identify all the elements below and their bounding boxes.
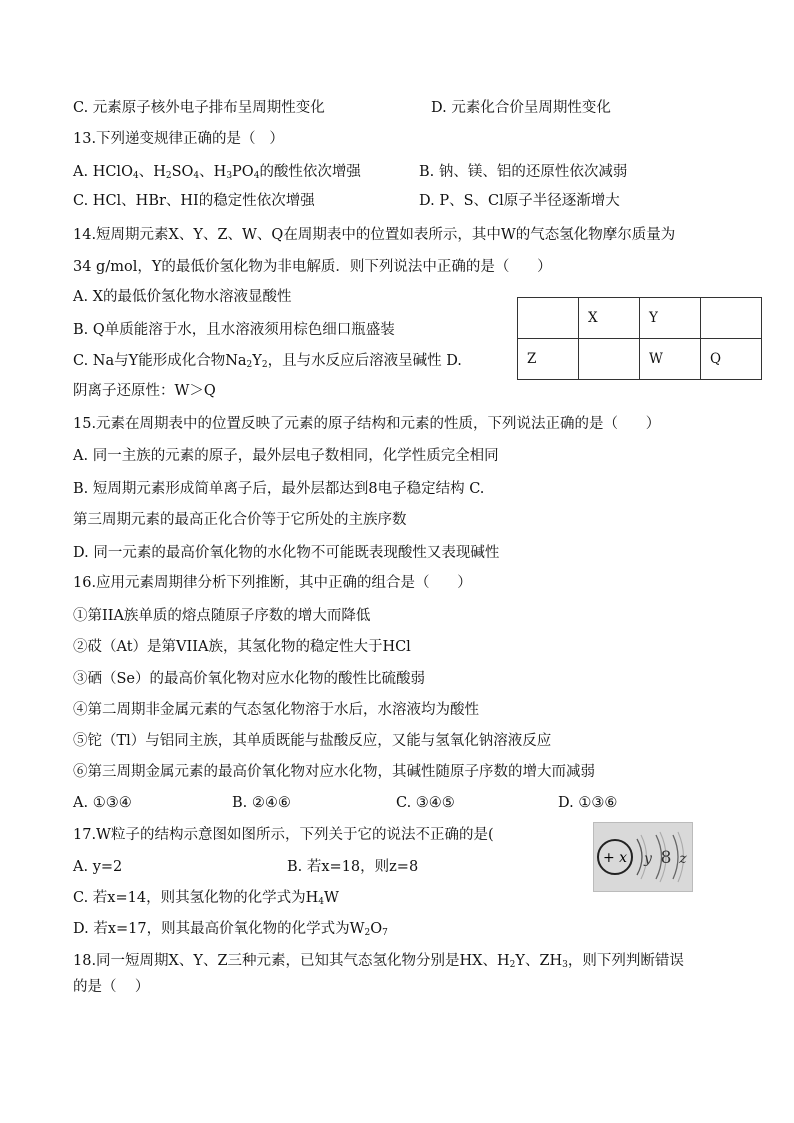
subscript: 2 xyxy=(246,360,253,370)
option-16d: D. ①③⑥ xyxy=(558,795,618,811)
question-17-stem: 17.W粒子的结构示意图如图所示，下列关于它的说法不正确的是( xyxy=(73,827,494,843)
table-cell: W xyxy=(640,339,701,380)
nucleus-charge-label: + x xyxy=(602,850,628,866)
option-14c xyxy=(73,351,462,371)
option-14b: B. Q单质能溶于水，且水溶液须用棕色细口瓶盛装 xyxy=(73,322,395,338)
table-row xyxy=(518,339,762,380)
subscript: 4 xyxy=(193,171,200,181)
stem-text: 18.同一短周期X、Y、Z三种元素，已知其气态氢化物分别是HX、H xyxy=(73,953,510,969)
option-16b: B. ②④⑥ xyxy=(232,795,291,811)
subscript: 4 xyxy=(318,897,324,907)
option-13b: B. 钠、镁、铝的还原性依次减弱 xyxy=(419,164,628,180)
periodic-table-fragment xyxy=(517,297,762,380)
statement-5: ⑤铊（Tl）与铝同主族，其单质既能与盐酸反应，又能与氢氧化钠溶液反应 xyxy=(73,733,552,749)
option-15d: D. 同一元素的最高价氧化物的水化物不可能既表现酸性又表现碱性 xyxy=(73,545,500,561)
subscript: 2 xyxy=(261,360,268,370)
subscript: 3 xyxy=(226,171,233,181)
statement-1: ①第IIA族单质的熔点随原子序数的增大而降低 xyxy=(73,608,371,624)
table-cell: Y xyxy=(640,298,701,339)
option-text: Y xyxy=(252,353,262,369)
option-text: C. 元素原子核外电子排布呈周期性变化 xyxy=(73,100,325,116)
table-row xyxy=(518,298,762,339)
option-15a: A. 同一主族的元素的原子，最外层电子数相同，化学性质完全相同 xyxy=(73,448,499,464)
statement-6: ⑥第三周期金属元素的最高价氧化物对应水化物，其碱性随原子序数的增大而减弱 xyxy=(73,764,595,780)
option-15b: B. 短周期元素形成简单离子后，最外层都达到8电子稳定结构 C. xyxy=(73,481,485,497)
question-16-stem: 16.应用元素周期律分析下列推断，其中正确的组合是（ ） xyxy=(73,575,472,591)
statement-2: ②砹（At）是第VIIA族，其氢化物的稳定性大于HCl xyxy=(73,639,411,655)
table-cell: Q xyxy=(701,339,762,380)
electron-shell-arc xyxy=(637,839,642,875)
subscript: 2 xyxy=(364,928,371,938)
subscript: 3 xyxy=(562,960,568,970)
option-14d: 阴离子还原性：W＞Q xyxy=(73,383,216,399)
option-12d xyxy=(431,98,611,118)
question-18-stem-line1 xyxy=(73,951,684,971)
option-13d: D. P、S、Cl原子半径逐渐增大 xyxy=(419,193,620,209)
option-text: PO xyxy=(232,164,254,180)
option-16a: A. ①③④ xyxy=(73,795,132,811)
shell3-electron-count: z xyxy=(679,851,687,867)
subscript: 7 xyxy=(382,928,388,938)
stem-text: ，则下列判断错误 xyxy=(567,953,684,969)
option-15c: 第三周期元素的最高正化合价等于它所处的主族序数 xyxy=(73,512,407,528)
subscript: 2 xyxy=(509,960,516,970)
option-text: A. HClO xyxy=(73,164,133,180)
option-text: D. 若x=17，则其最高价氧化物的化学式为W xyxy=(73,921,365,937)
option-14a: A. X的最低价氢化物水溶液显酸性 xyxy=(73,289,292,305)
option-text: W xyxy=(323,890,339,906)
atom-diagram-svg xyxy=(594,823,692,891)
table-cell: Z xyxy=(518,339,579,380)
option-text: C. Na与Y能形成化合物Na xyxy=(73,353,247,369)
table-cell xyxy=(579,339,640,380)
option-13c: C. HCl、HBr、HI的稳定性依次增强 xyxy=(73,193,315,209)
option-text: SO xyxy=(171,164,194,180)
option-17c xyxy=(73,888,339,908)
option-text: D. 元素化合价呈周期性变化 xyxy=(431,100,611,116)
subscript: 4 xyxy=(253,171,260,181)
table-cell: X xyxy=(579,298,640,339)
subscript: 2 xyxy=(165,171,172,181)
statement-4: ④第二周期非金属元素的气态氢化物溶于水后，水溶液均为酸性 xyxy=(73,702,479,718)
option-text: ，且与水反应后溶液呈碱性 D. xyxy=(267,353,462,369)
electron-shell-arc xyxy=(673,835,678,879)
option-text: C. 若x=14，则其氢化物的化学式为H xyxy=(73,890,319,906)
question-18-stem-line2: 的是（ ） xyxy=(73,979,150,995)
subscript: 4 xyxy=(132,171,139,181)
option-16c: C. ③④⑤ xyxy=(396,795,455,811)
question-13-stem: 13.下列递变规律正确的是（ ） xyxy=(73,131,284,147)
option-text: 、H xyxy=(199,164,227,180)
statement-3: ③硒（Se）的最高价氧化物对应水化物的酸性比硫酸弱 xyxy=(73,671,426,687)
option-17a: A. y=2 xyxy=(73,859,123,875)
option-17d xyxy=(73,919,388,939)
shell2-electron-count: 8 xyxy=(660,848,672,868)
atom-structure-diagram xyxy=(593,822,693,892)
option-12c xyxy=(73,98,325,118)
table-cell xyxy=(701,298,762,339)
option-text: O xyxy=(370,921,383,937)
option-13a xyxy=(73,162,361,182)
question-15-stem: 15.元素在周期表中的位置反映了元素的原子结构和元素的性质，下列说法正确的是（ ） xyxy=(73,416,661,432)
option-text: 、H xyxy=(138,164,166,180)
question-14-stem-line1: 14.短周期元素X、Y、Z、W、Q在周期表中的位置如表所示，其中W的气态氢化物摩尔质量为 xyxy=(73,227,676,243)
option-text: 的酸性依次增强 xyxy=(259,164,361,180)
shell1-electron-count: y xyxy=(644,851,652,867)
table-cell xyxy=(518,298,579,339)
option-17b: B. 若x=18，则z=8 xyxy=(287,859,419,875)
question-14-stem-line2: 34 g/mol，Y的最低价氢化物为非电解质．则下列说法中正确的是（ ） xyxy=(73,259,552,275)
stem-text: Y、ZH xyxy=(515,953,563,969)
